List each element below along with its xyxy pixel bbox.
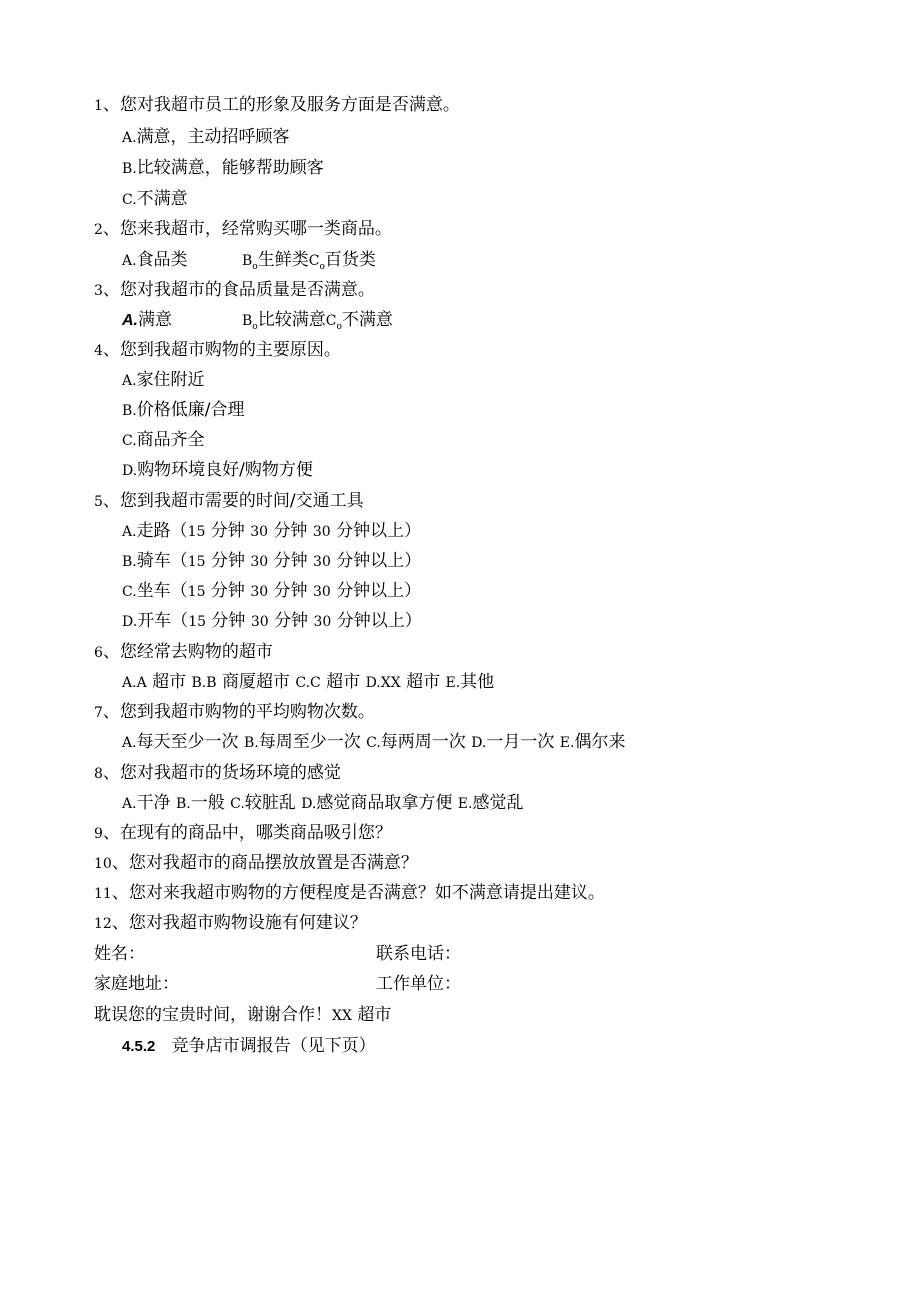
option-text: 超市 [406, 672, 441, 692]
question-number: 4 [94, 343, 103, 359]
option-text: 每天至少一次 [136, 732, 239, 752]
option-5d [122, 610, 422, 632]
closing-line [94, 1004, 391, 1026]
option-letter: B. [191, 675, 207, 691]
option-text: 超市 [326, 672, 361, 692]
option-letter: B [242, 313, 253, 329]
option-4a [122, 369, 205, 391]
option-letter: B. [122, 161, 137, 177]
option-letter: A. [122, 253, 137, 269]
minutes-value: 30 [313, 554, 331, 570]
question-3 [94, 279, 375, 301]
option-code: XX [380, 675, 401, 691]
option-letter: D. [471, 735, 487, 751]
option-letter: C. [295, 675, 311, 691]
question-9 [94, 822, 392, 844]
question-separator: 、 [111, 883, 129, 903]
minutes-unit: 分钟 [210, 521, 245, 541]
option-text: 价格低廉/合理 [136, 400, 245, 420]
minutes-value: 15 [187, 584, 206, 600]
minutes-unit: 分钟 [210, 581, 245, 601]
question-separator: 、 [102, 823, 120, 843]
section-title: 竞争店市调报告（见下页） [171, 1036, 376, 1056]
option-text: 骑车（ [136, 551, 188, 571]
minutes-unit: 分钟 [273, 551, 308, 571]
question-number: 3 [94, 283, 103, 299]
minutes-unit: 分钟以上） [336, 551, 422, 571]
option-letter: C [325, 313, 337, 329]
option-mark: o [252, 322, 258, 332]
option-4b [122, 399, 244, 421]
question-separator: 、 [102, 763, 120, 783]
minutes-value: 15 [187, 524, 206, 540]
option-letter: B. [122, 554, 137, 570]
question-number: 12 [94, 916, 112, 932]
option-letter: C. [122, 192, 137, 208]
minutes-value: 30 [250, 524, 269, 540]
minutes-unit: 分钟以上） [336, 521, 422, 541]
question-12 [94, 912, 367, 934]
option-text: 满意，主动招呼顾客 [136, 127, 290, 147]
question-number: 10 [94, 856, 112, 872]
question-text: 您到我超市购物的平均购物次数。 [119, 702, 375, 722]
option-letter: C. [122, 433, 137, 449]
question-number: 11 [94, 886, 112, 902]
option-text: 商品齐全 [136, 430, 205, 450]
section-heading [122, 1035, 376, 1057]
minutes-value: 15 [187, 554, 206, 570]
option-letter: D. [122, 614, 138, 630]
question-separator: 、 [102, 642, 120, 662]
brand-code: XX [332, 1008, 352, 1024]
minutes-value: 30 [312, 584, 331, 600]
question-number: 8 [94, 766, 103, 782]
option-letter: A. [122, 796, 137, 812]
options-row-2 [122, 249, 422, 271]
work-unit-label: 工作单位： [376, 974, 461, 994]
minutes-value: 30 [313, 614, 332, 630]
option-text: 满意 [138, 310, 172, 330]
question-text: 在现有的商品中，哪类商品吸引您？ [119, 823, 392, 843]
option-mark: o [252, 262, 258, 272]
option-letter: E. [445, 675, 461, 691]
option-1a [122, 126, 290, 148]
options-row-3 [122, 309, 422, 331]
question-separator: 、 [102, 95, 120, 115]
question-separator: 、 [102, 491, 120, 511]
option-letter: B [242, 253, 253, 269]
phone-label: 联系电话： [376, 944, 461, 964]
option-text: 每两周一次 [380, 732, 466, 752]
name-label: 姓名： [94, 944, 145, 964]
question-text: 您到我超市购物的主要原因。 [119, 340, 341, 360]
option-letter: E. [457, 796, 473, 812]
option-letter: B. [122, 403, 137, 419]
minutes-unit: 分钟 [273, 521, 308, 541]
option-text: 商厦超市 [221, 672, 290, 692]
option-letter: D. [365, 675, 381, 691]
options-row-8 [122, 792, 523, 814]
option-letter: E. [559, 735, 575, 751]
option-1c [122, 188, 188, 210]
question-7 [94, 701, 375, 723]
option-letter: C. [122, 584, 137, 600]
option-code: B [206, 675, 217, 691]
option-text: 比较满意 [257, 310, 326, 330]
option-text: 不满意 [341, 310, 393, 330]
option-5a [122, 520, 421, 542]
minutes-value: 30 [250, 554, 269, 570]
option-letter: D. [122, 463, 138, 479]
option-letter: A. [122, 735, 137, 751]
option-letter: D. [301, 796, 317, 812]
question-number: 7 [94, 705, 103, 721]
question-2 [94, 218, 392, 240]
option-text: 一月一次 [486, 732, 555, 752]
option-text: 家住附近 [136, 370, 205, 390]
minutes-unit: 分钟 [210, 551, 245, 571]
option-5b [122, 550, 421, 572]
option-code: A [136, 675, 147, 691]
question-number: 9 [94, 826, 103, 842]
option-text: 感觉乱 [472, 793, 524, 813]
question-text: 您来我超市，经常购买哪一类商品。 [119, 219, 392, 239]
option-letter: A. [122, 675, 137, 691]
option-letter: C. [366, 735, 381, 751]
option-text: 开车（ [137, 611, 189, 631]
option-text: 较脏乱 [244, 793, 296, 813]
option-text: 比较满意，能够帮助顾客 [136, 158, 324, 178]
question-number: 1 [94, 98, 103, 114]
minutes-unit: 分钟以上） [336, 611, 422, 631]
option-mark: o [336, 322, 342, 332]
section-number: 4.5.2 [122, 1038, 156, 1055]
minutes-unit: 分钟以上） [336, 581, 422, 601]
option-text: 感觉商品取拿方便 [316, 793, 453, 813]
option-text: 食品类 [136, 250, 188, 270]
option-5c [122, 580, 421, 602]
address-label: 家庭地址： [94, 974, 179, 994]
options-row-7 [122, 731, 625, 753]
option-letter: C [308, 253, 320, 269]
option-letter: B. [243, 735, 259, 751]
question-6 [94, 641, 273, 663]
option-letter: A. [122, 524, 137, 540]
option-4d [122, 459, 313, 481]
option-letter: A. [122, 130, 137, 146]
question-11 [94, 882, 605, 904]
question-separator: 、 [111, 913, 129, 933]
brand-text: 超市 [357, 1005, 392, 1025]
option-letter: C. [230, 796, 245, 812]
question-text: 您对我超市的商品摆放放置是否满意？ [128, 853, 418, 873]
question-5 [94, 490, 364, 512]
minutes-value: 30 [250, 584, 269, 600]
minutes-value: 30 [312, 524, 331, 540]
option-text: 超市 [152, 672, 187, 692]
option-text: 一般 [190, 793, 225, 813]
question-separator: 、 [102, 219, 120, 239]
question-text: 您到我超市需要的时间/交通工具 [119, 491, 364, 511]
question-10 [94, 852, 418, 874]
options-row-6 [122, 671, 494, 693]
option-text: 其他 [460, 672, 495, 692]
option-mark: o [319, 262, 325, 272]
option-text: 干净 [136, 793, 171, 813]
option-code: C [310, 675, 321, 691]
option-text: 生鲜类 [257, 250, 309, 270]
option-text: 偶尔来 [574, 732, 626, 752]
question-4 [94, 339, 341, 361]
question-separator: 、 [102, 280, 120, 300]
minutes-unit: 分钟 [211, 611, 246, 631]
minutes-unit: 分钟 [273, 581, 308, 601]
option-text: 百货类 [324, 250, 376, 270]
question-text: 您对我超市购物设施有何建议？ [128, 913, 367, 933]
question-text: 您对我超市员工的形象及服务方面是否满意。 [119, 95, 460, 115]
option-letter: A. [122, 312, 138, 329]
question-text: 您对来我超市购物的方便程度是否满意？如不满意请提出建议。 [128, 883, 605, 903]
minutes-value: 30 [250, 614, 269, 630]
option-text: 每周至少一次 [258, 732, 361, 752]
question-1 [94, 94, 460, 116]
question-number: 2 [94, 222, 103, 238]
option-text: 坐车（ [136, 581, 188, 601]
question-number: 6 [94, 645, 103, 661]
question-separator: 、 [111, 853, 129, 873]
minutes-unit: 分钟 [274, 611, 309, 631]
option-1b [122, 157, 324, 179]
question-number: 5 [94, 494, 103, 510]
question-8 [94, 762, 341, 784]
question-text: 您对我超市的食品质量是否满意。 [119, 280, 375, 300]
closing-text: 耽误您的宝贵时间，谢谢合作！ [94, 1005, 332, 1025]
option-4c [122, 429, 205, 451]
option-text: 购物环境良好/购物方便 [137, 460, 313, 480]
option-letter: A. [122, 373, 137, 389]
option-text: 走路（ [136, 521, 188, 541]
option-letter: B. [175, 796, 191, 812]
question-text: 您对我超市的货场环境的感觉 [119, 763, 341, 783]
option-text: 不满意 [136, 189, 188, 209]
question-text: 您经常去购物的超市 [119, 642, 273, 662]
question-separator: 、 [102, 702, 120, 722]
question-separator: 、 [102, 340, 120, 360]
minutes-value: 15 [188, 614, 207, 630]
